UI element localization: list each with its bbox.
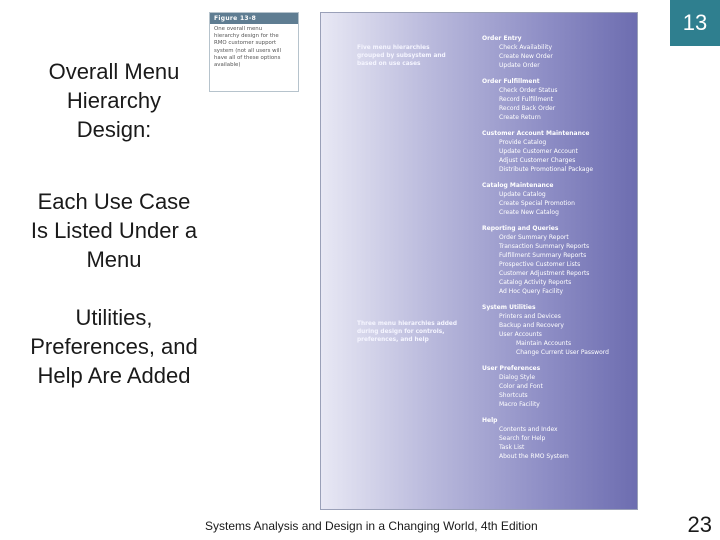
submenu-item: Change Current User Password (516, 349, 609, 356)
menu-group (482, 77, 632, 122)
menu-item: Search for Help (499, 435, 546, 442)
chapter-number-tab (670, 0, 720, 46)
menu-item: Contents and Index (499, 426, 558, 433)
menu-item: Prospective Customer Lists (499, 261, 581, 268)
caption-line: have all of these options (214, 54, 281, 61)
chapter-number: 13 (682, 10, 708, 35)
menu-item: Create Special Promotion (499, 200, 575, 207)
bullet-line: Is Listed Under a (30, 218, 198, 243)
title-line: Hierarchy (66, 88, 162, 113)
footer-text: Systems Analysis and Design in a Changing World, 4th Edition (205, 519, 538, 533)
figure-note-use-cases (357, 44, 467, 68)
bullet-line: Preferences, and (30, 334, 198, 359)
menu-item: Adjust Customer Charges (499, 157, 576, 164)
menu-item: User Accounts (499, 331, 542, 338)
bullet-line: Each Use Case (37, 189, 191, 214)
menu-item: Task List (499, 444, 525, 451)
slide-title (14, 57, 214, 144)
menu-item: Update Catalog (499, 191, 546, 198)
bullet-use-cases (14, 187, 214, 274)
figure-caption-text (210, 24, 298, 71)
menu-group (482, 416, 632, 461)
menu-item: Dialog Style (499, 374, 536, 381)
menu-item: Update Order (499, 62, 540, 69)
menu-group (482, 224, 632, 296)
menu-item: Fulfillment Summary Reports (499, 252, 587, 259)
note-line: Five menu hierarchies (357, 45, 430, 51)
menu-title: Help (482, 417, 498, 424)
bullet-line: Utilities, (75, 305, 153, 330)
caption-line: system (not all users will (214, 47, 282, 54)
menu-hierarchy-figure (320, 12, 638, 510)
menu-item: Macro Facility (499, 401, 540, 408)
menu-group (482, 364, 632, 409)
note-line: Three menu hierarchies added (357, 321, 457, 327)
menu-title: Order Fulfillment (482, 78, 540, 85)
figure-caption (209, 12, 299, 92)
menu-item: Create New Catalog (499, 209, 559, 216)
note-line: during design for controls, (357, 329, 445, 335)
menu-group (482, 303, 632, 357)
title-line: Design: (76, 117, 152, 142)
menu-group (482, 34, 632, 70)
note-line: based on use cases (357, 61, 421, 67)
title-line: Overall Menu (48, 59, 180, 84)
menu-title: Customer Account Maintenance (482, 130, 590, 137)
note-line: grouped by subsystem and (357, 53, 446, 59)
menu-item: Transaction Summary Reports (499, 243, 590, 250)
menu-item: Ad Hoc Query Facility (499, 288, 564, 295)
menu-item: Catalog Activity Reports (499, 279, 572, 286)
menu-item: Distribute Promotional Package (499, 166, 594, 173)
menu-item: Check Order Status (499, 87, 558, 94)
menu-group (482, 129, 632, 174)
menu-item: Backup and Recovery (499, 322, 564, 329)
figure-label: Figure 13-8 (210, 13, 298, 24)
menu-item: Order Summary Report (499, 234, 569, 241)
bullet-utilities (14, 303, 214, 390)
caption-line: RMO customer support (214, 40, 277, 47)
menu-item: Create New Order (499, 53, 553, 60)
page-number: 23 (687, 512, 712, 537)
menu-item: Record Fulfillment (499, 96, 554, 103)
menu-group (482, 181, 632, 217)
bullet-line: Menu (86, 247, 142, 272)
submenu-item: Maintain Accounts (516, 340, 572, 347)
bullet-line: Help Are Added (37, 363, 191, 388)
menu-item: Printers and Devices (499, 313, 561, 320)
menu-item: Create Return (499, 114, 541, 121)
menu-title: Reporting and Queries (482, 225, 559, 232)
caption-line: available) (214, 62, 241, 69)
menu-item: Provide Catalog (499, 139, 547, 146)
caption-line: One overall menu (214, 26, 263, 32)
menu-item: Customer Adjustment Reports (499, 270, 590, 277)
caption-line: hierarchy design for the (214, 33, 279, 40)
menu-title: Order Entry (482, 35, 522, 42)
menu-hierarchy-list (482, 34, 632, 468)
menu-title: System Utilities (482, 304, 536, 311)
menu-item: Update Customer Account (499, 148, 578, 155)
menu-title: User Preferences (482, 365, 541, 372)
menu-item: Record Back Order (499, 105, 556, 112)
menu-item: Shortcuts (499, 392, 528, 399)
menu-item: Check Availability (499, 44, 553, 51)
menu-item: About the RMO System (499, 453, 569, 460)
menu-title: Catalog Maintenance (482, 182, 554, 189)
note-line: preferences, and help (357, 337, 429, 343)
figure-note-added-menus (357, 320, 467, 344)
menu-item: Color and Font (499, 383, 543, 390)
